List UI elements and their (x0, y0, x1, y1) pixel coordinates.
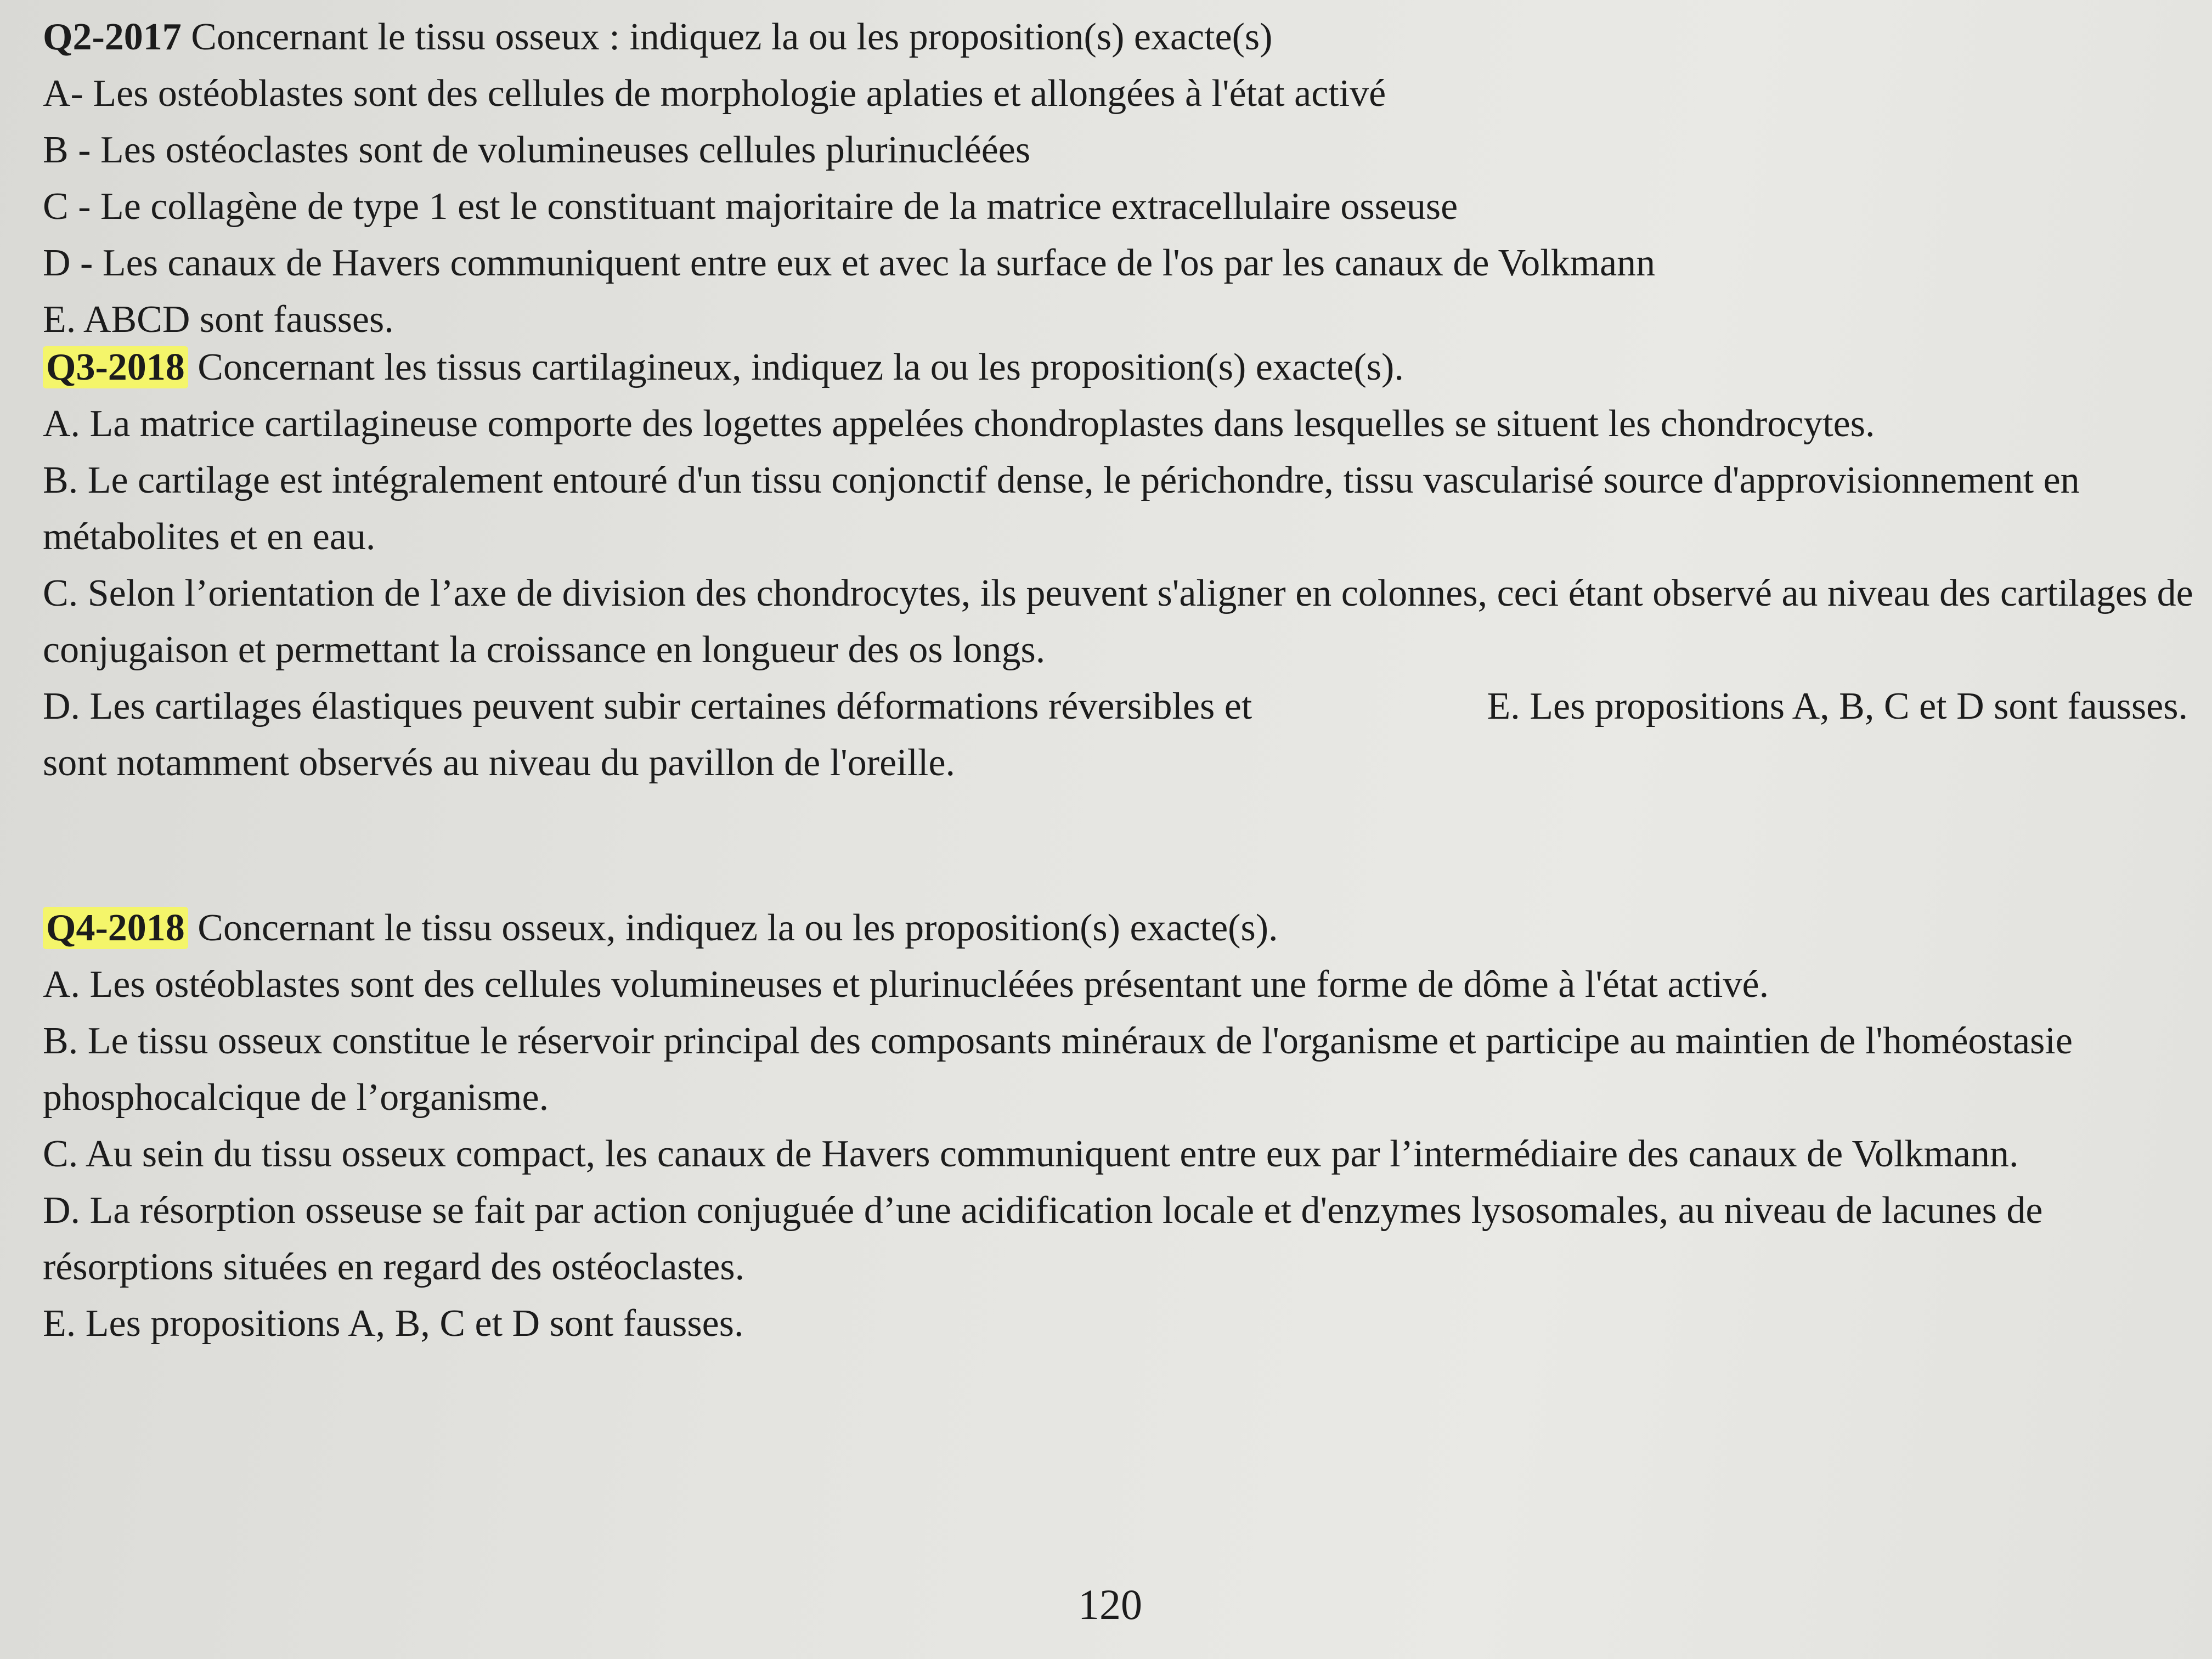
question-label: Q2-2017 (43, 16, 182, 58)
question-label-highlighted: Q4-2018 (43, 907, 188, 949)
option-c: C. Selon l’orientation de l’axe de division des chondrocytes, ils peuvent s'aligner en colonnes, ceci étant observé au niveau des cartilages de conjugaison et permettant la croissance en longueur des os longs. (43, 572, 2193, 671)
question-header (43, 339, 2199, 396)
option-d: D. Les cartilages élastiques peuvent subir certaines déformations réversibles et sont notamment observés au niveau du pavillon de l'oreille. (43, 685, 1252, 784)
option-b: B. Le tissu osseux constitue le réservoir principal des composants minéraux de l'organisme et participe au maintien de l'homéostasie phosphocalcique de l’organisme. (43, 1020, 2073, 1119)
question-label-highlighted: Q3-2018 (43, 346, 188, 388)
question-stem: Concernant le tissu osseux : indiquez la ou les proposition(s) exacte(s) (191, 16, 1273, 58)
question-q4-2018 (43, 900, 2199, 1352)
question-q3-2018 (43, 339, 2199, 791)
option-d-e-row (43, 678, 2199, 791)
option-a: A- Les ostéoblastes sont des cellules de morphologie aplaties et allongées à l'état activé (43, 72, 1386, 115)
question-stem: Concernant les tissus cartilagineux, indiquez la ou les proposition(s) exacte(s). (198, 346, 1404, 388)
option-e: E. Les propositions A, B, C et D sont fausses. (43, 1302, 744, 1345)
option-d: D - Les canaux de Havers communiquent entre eux et avec la surface de l'os par les canaux de Volkmann (43, 242, 1656, 284)
option-c: C - Le collagène de type 1 est le constituant majoritaire de la matrice extracellulaire osseuse (43, 185, 1458, 228)
option-c: C. Au sein du tissu osseux compact, les canaux de Havers communiquent entre eux par l’intermédiaire des canaux de Volkmann. (43, 1133, 2019, 1175)
option-b: B. Le cartilage est intégralement entouré d'un tissu conjonctif dense, le périchondre, tissu vascularisé source d'approvisionnement en métabolites et en eau. (43, 459, 2080, 558)
question-stem: Concernant le tissu osseux, indiquez la ou les proposition(s) exacte(s). (198, 907, 1278, 949)
page-number: 120 (1078, 1581, 1142, 1628)
option-d: D. La résorption osseuse se fait par action conjuguée d’une acidification locale et d'enzymes lysosomales, au niveau de lacunes de résorptions situées en regard des ostéoclastes. (43, 1189, 2043, 1288)
question-header (43, 9, 2199, 65)
option-a: A. Les ostéoblastes sont des cellules volumineuses et plurinucléées présentant une forme de dôme à l'état activé. (43, 963, 1769, 1006)
option-b: B - Les ostéoclastes sont de volumineuses cellules plurinucléées (43, 129, 1031, 171)
option-e: E. Les propositions A, B, C et D sont fausses. (1487, 685, 2188, 727)
question-header (43, 900, 2199, 956)
question-q2-2017 (43, 9, 2199, 348)
option-e: E. ABCD sont fausses. (43, 298, 394, 341)
option-a: A. La matrice cartilagineuse comporte des logettes appelées chondroplastes dans lesquelles se situent les chondrocytes. (43, 403, 1875, 445)
